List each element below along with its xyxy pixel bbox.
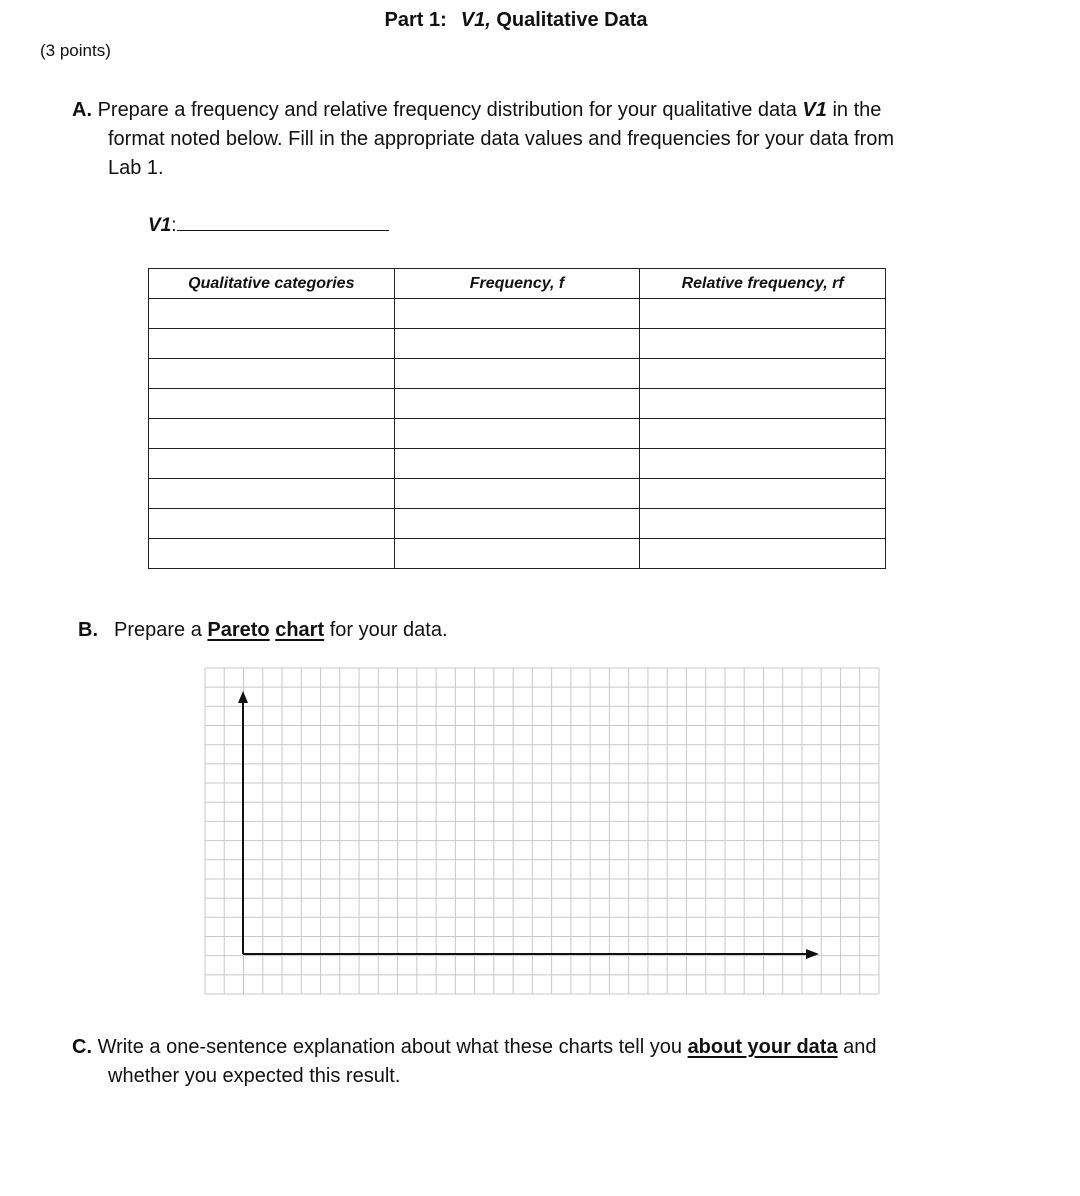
- part-a-line-3: Lab 1.: [108, 157, 164, 179]
- part-c-line-1: C. Write a one-sentence explanation about what these charts tell you about your data and: [72, 1036, 877, 1058]
- part-a-label: A.: [72, 99, 92, 121]
- part-c-label: C.: [72, 1036, 92, 1058]
- table-row: [149, 479, 886, 509]
- frequency-cell[interactable]: [394, 449, 640, 479]
- relative-frequency-cell[interactable]: [640, 359, 886, 389]
- header-qualitative-categories: Qualitative categories: [149, 269, 395, 299]
- part-a-line-1: A. Prepare a frequency and relative frequency distribution for your qualitative data V1 in the: [72, 99, 882, 121]
- title-rest: Qualitative Data: [496, 9, 648, 31]
- table-row: [149, 539, 886, 569]
- frequency-cell[interactable]: [394, 389, 640, 419]
- title-part: Part 1:: [384, 9, 447, 31]
- relative-frequency-cell[interactable]: [640, 419, 886, 449]
- relative-frequency-cell[interactable]: [640, 539, 886, 569]
- frequency-table: [148, 268, 886, 569]
- category-cell[interactable]: [149, 419, 395, 449]
- variable-name-field: V1:: [148, 212, 389, 237]
- relative-frequency-cell[interactable]: [640, 389, 886, 419]
- part-b-instructions: B. Prepare a Pareto chart for your data.: [78, 616, 448, 645]
- header-relative-frequency: Relative frequency, rf: [640, 269, 886, 299]
- pareto-chart-grid[interactable]: [204, 667, 880, 995]
- pareto-word: Pareto: [207, 619, 270, 641]
- category-cell[interactable]: [149, 479, 395, 509]
- category-cell[interactable]: [149, 449, 395, 479]
- frequency-cell[interactable]: [394, 539, 640, 569]
- category-cell[interactable]: [149, 299, 395, 329]
- frequency-cell[interactable]: [394, 359, 640, 389]
- title-variable: V1,: [460, 9, 491, 31]
- variable-label: V1: [148, 215, 172, 236]
- x-axis-arrow-icon: [806, 949, 819, 959]
- part-c-emphasis: about your data: [687, 1036, 838, 1058]
- chart-word: chart: [275, 619, 325, 641]
- frequency-cell[interactable]: [394, 419, 640, 449]
- table-row: [149, 299, 886, 329]
- variable-blank-line[interactable]: [177, 212, 389, 231]
- frequency-cell[interactable]: [394, 299, 640, 329]
- frequency-cell[interactable]: [394, 479, 640, 509]
- part-a-variable: V1: [802, 99, 827, 121]
- table-row: [149, 389, 886, 419]
- table-header-row: [149, 269, 886, 299]
- category-cell[interactable]: [149, 329, 395, 359]
- points-label: (3 points): [40, 41, 111, 60]
- relative-frequency-cell[interactable]: [640, 449, 886, 479]
- y-axis-arrow-icon: [238, 691, 248, 703]
- category-cell[interactable]: [149, 389, 395, 419]
- relative-frequency-cell[interactable]: [640, 329, 886, 359]
- relative-frequency-cell[interactable]: [640, 479, 886, 509]
- page-title: [0, 9, 1032, 32]
- header-frequency: Frequency, f: [394, 269, 640, 299]
- table-row: [149, 509, 886, 539]
- part-b-label: B.: [78, 619, 98, 641]
- category-cell[interactable]: [149, 539, 395, 569]
- table-row: [149, 329, 886, 359]
- part-c-line-2: whether you expected this result.: [108, 1065, 401, 1087]
- table-row: [149, 419, 886, 449]
- relative-frequency-cell[interactable]: [640, 509, 886, 539]
- table-row: [149, 359, 886, 389]
- part-a-line-2: format noted below. Fill in the appropriate data values and frequencies for your data from: [108, 128, 895, 150]
- relative-frequency-cell[interactable]: [640, 299, 886, 329]
- table-row: [149, 449, 886, 479]
- part-c-instructions: [72, 1033, 1012, 1091]
- frequency-cell[interactable]: [394, 329, 640, 359]
- frequency-cell[interactable]: [394, 509, 640, 539]
- category-cell[interactable]: [149, 359, 395, 389]
- part-a-instructions: [72, 96, 1012, 183]
- category-cell[interactable]: [149, 509, 395, 539]
